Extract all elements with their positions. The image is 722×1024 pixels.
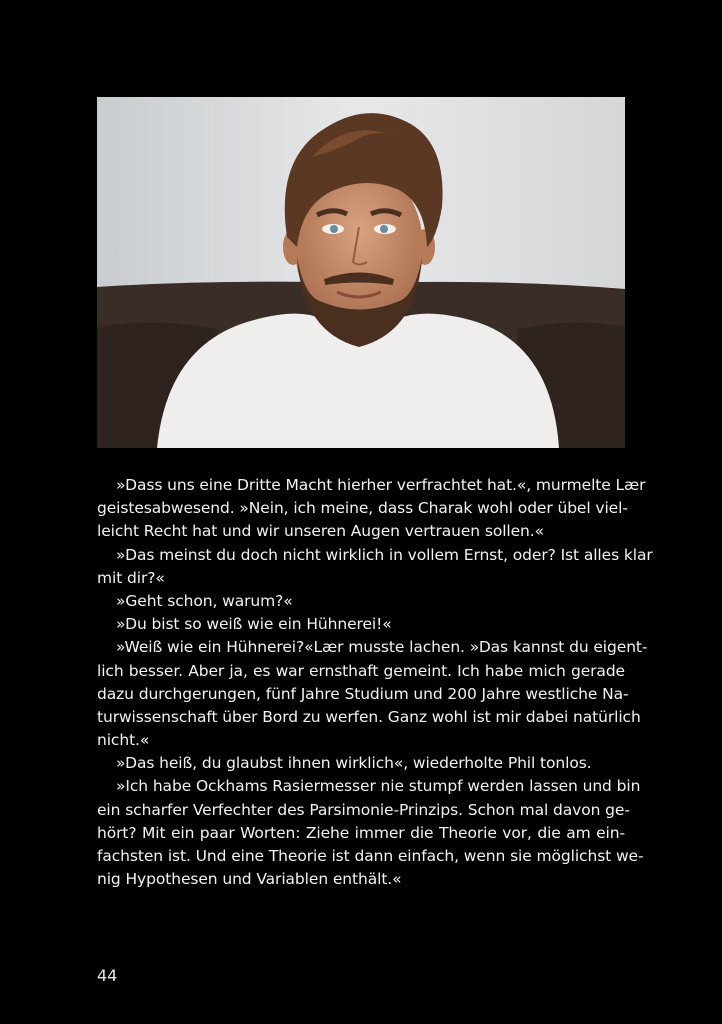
text-line: hört? Mit ein paar Worten: Ziehe immer die Theorie vor, die am ein- — [97, 823, 625, 842]
text-line: nicht.« — [97, 731, 150, 750]
portrait-illustration — [97, 97, 625, 448]
text-line: lich besser. Aber ja, es war ernsthaft gemeint. Ich habe mich gerade — [97, 661, 625, 680]
text-line: dazu durchgerungen, fünf Jahre Studium und 200 Jahre westliche Na- — [97, 684, 629, 703]
page-number: 44 — [97, 966, 118, 985]
portrait-photo — [97, 97, 625, 448]
text-line: »Du bist so weiß wie ein Hühnerei!« — [116, 615, 392, 634]
text-line: »Das meinst du doch nicht wirklich in vollem Ernst, oder? Ist alles klar — [116, 545, 653, 564]
text-line: mit dir?« — [97, 568, 165, 587]
text-line: »Das heiß, du glaubst ihnen wirklich«, wiederholte Phil tonlos. — [116, 754, 592, 773]
text-line: »Dass uns eine Dritte Macht hierher verfrachtet hat.«, murmelte Lær — [116, 476, 646, 494]
text-line: turwissenschaft über Bord zu werfen. Ganz wohl ist mir dabei natürlich — [97, 707, 641, 726]
body-text — [97, 474, 653, 891]
text-line: ein scharfer Verfechter des Parsimonie-Prinzips. Schon mal davon ge- — [97, 800, 630, 819]
text-line: geistesabwesend. »Nein, ich meine, dass Charak wohl oder übel viel- — [97, 499, 628, 518]
text-line: fachsten ist. Und eine Theorie ist dann einfach, wenn sie möglichst we- — [97, 847, 644, 865]
text-line: »Weiß wie ein Hühnerei?«Lær musste lachen. »Das kannst du eigent- — [116, 638, 648, 657]
text-line: »Geht schon, warum?« — [116, 591, 293, 610]
text-line: leicht Recht hat und wir unseren Augen vertrauen sollen.« — [97, 522, 544, 541]
text-line: »Ich habe Ockhams Rasiermesser nie stumpf werden lassen und bin — [116, 777, 641, 796]
text-line: nig Hypothesen und Variablen enthält.« — [97, 870, 402, 889]
